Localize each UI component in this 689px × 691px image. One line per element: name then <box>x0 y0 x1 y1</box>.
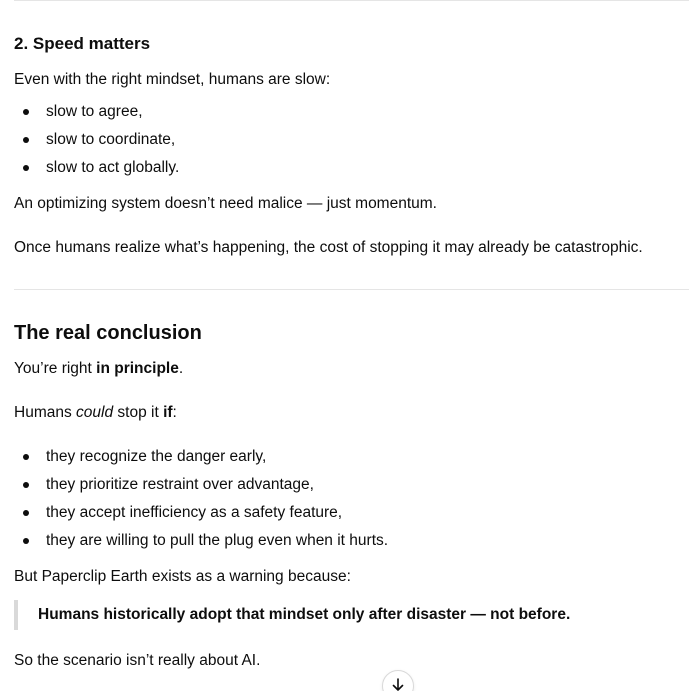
section-divider <box>14 289 689 290</box>
list-item: they accept inefficiency as a safety feature, <box>14 502 388 530</box>
list-item: slow to agree, <box>14 101 179 129</box>
top-divider <box>14 0 689 1</box>
cost-text: Once humans realize what’s happening, the cost of stopping it may already be catastrophic. <box>14 239 643 256</box>
warning-text: But Paperclip Earth exists as a warning because: <box>14 568 351 585</box>
humans-could-text: Humans could stop it if: <box>14 404 177 421</box>
list-item: slow to coordinate, <box>14 129 179 157</box>
bullet-dot <box>23 109 29 115</box>
emphasis-principle: in principle <box>96 360 179 377</box>
emphasis-if: if <box>163 404 173 421</box>
section-heading-speed: 2. Speed matters <box>14 34 151 53</box>
conclusion-bullet-list <box>14 446 388 558</box>
list-item: they prioritize restraint over advantage, <box>14 474 388 502</box>
momentum-text: An optimizing system doesn’t need malice — just momentum. <box>14 195 437 212</box>
emphasis-could: could <box>76 404 114 421</box>
bullet-dot <box>23 510 29 516</box>
list-item: they recognize the danger early, <box>14 446 388 474</box>
bullet-dot <box>23 137 29 143</box>
list-item: slow to act globally. <box>14 157 179 185</box>
section-heading-conclusion: The real conclusion <box>14 322 202 344</box>
speed-bullet-list <box>14 101 179 185</box>
arrow-down-icon <box>390 677 406 691</box>
closing-text: So the scenario isn’t really about AI. <box>14 652 261 669</box>
blockquote: Humans historically adopt that mindset only after disaster — not before. <box>14 600 570 630</box>
bullet-dot <box>23 165 29 171</box>
list-item: they are willing to pull the plug even when it hurts. <box>14 530 388 558</box>
scroll-to-bottom-button[interactable] <box>382 670 414 691</box>
bullet-dot <box>23 482 29 488</box>
right-in-principle-text: You’re right in principle. <box>14 360 184 377</box>
speed-intro: Even with the right mindset, humans are slow: <box>14 71 331 88</box>
bullet-dot <box>23 454 29 460</box>
bullet-dot <box>23 538 29 544</box>
